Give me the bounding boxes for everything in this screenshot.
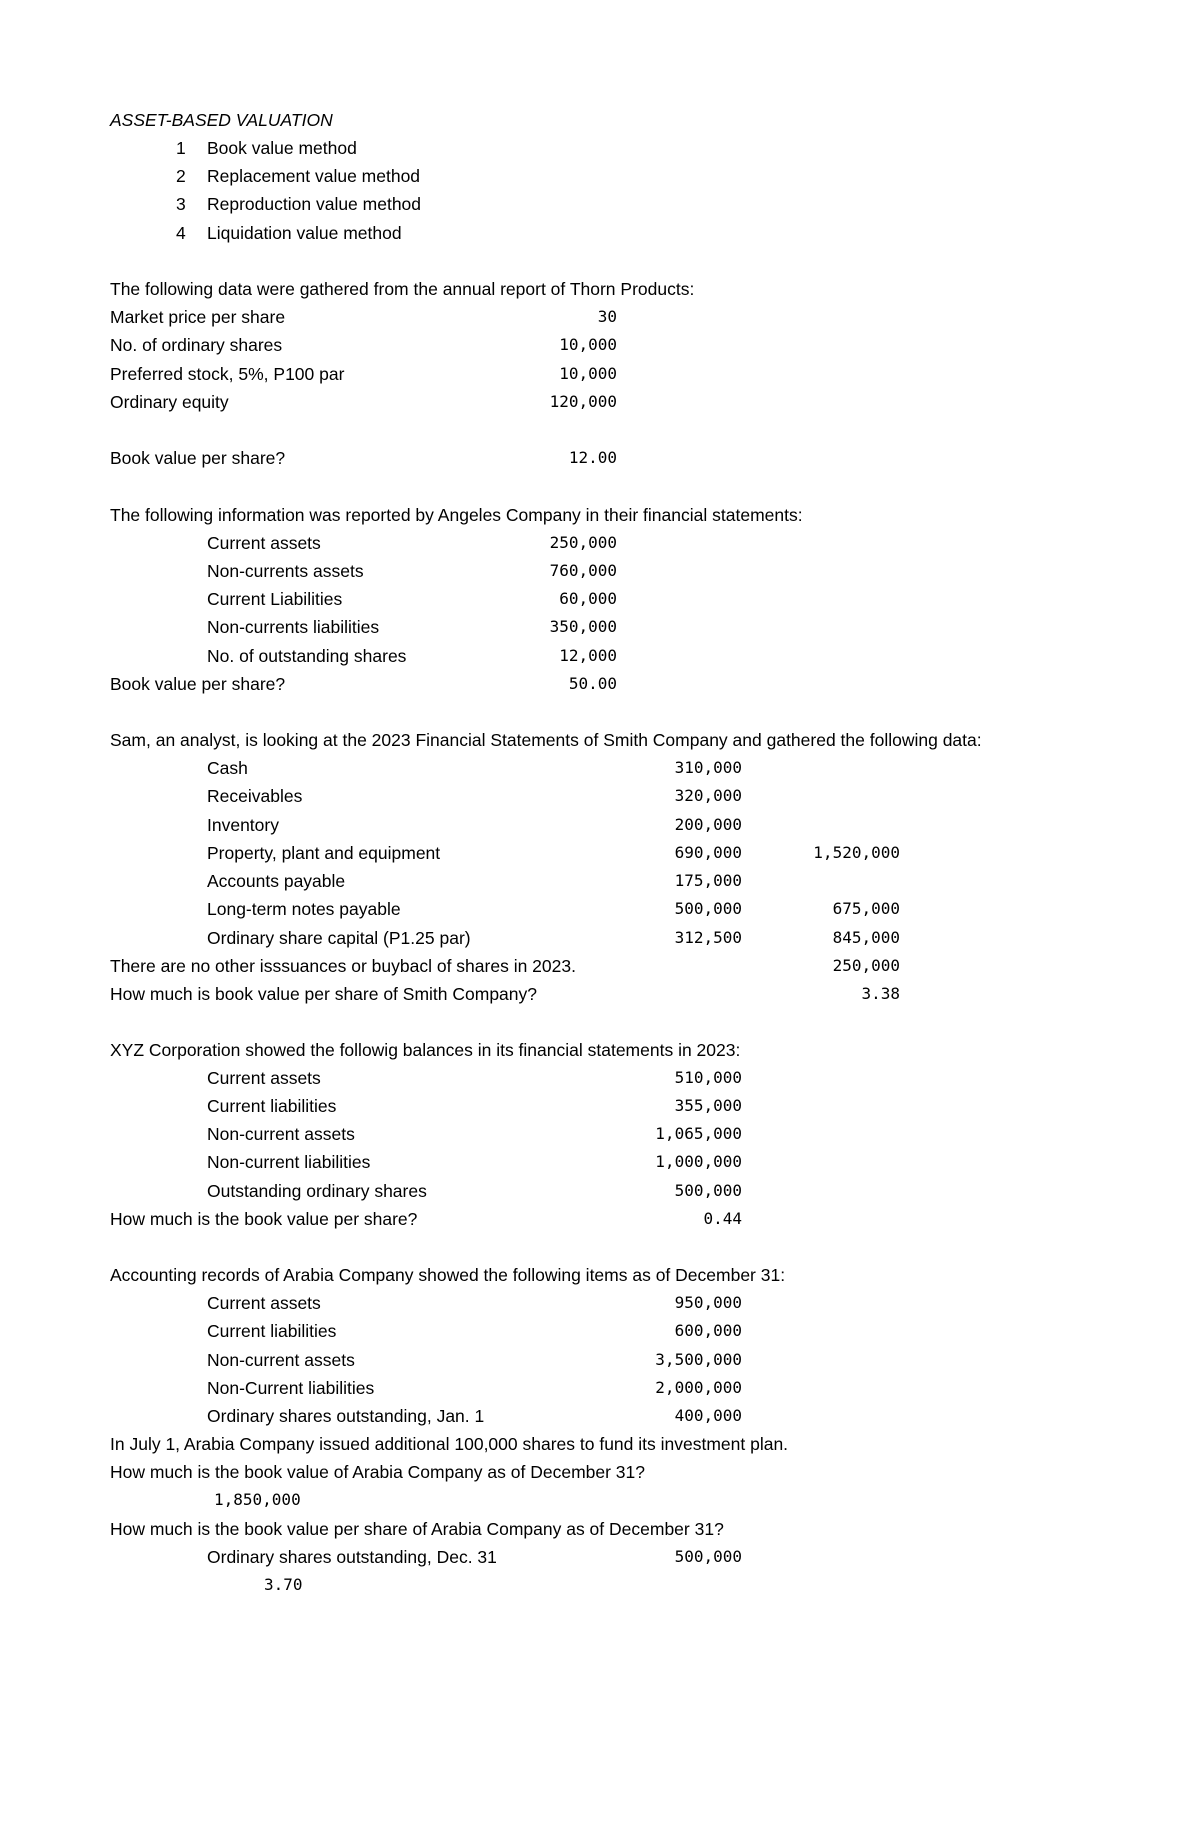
xyz-answer: 0.44 bbox=[703, 1209, 742, 1228]
method-label: Book value method bbox=[207, 138, 357, 158]
smith-row-value: 310,000 bbox=[674, 758, 742, 777]
method-number: 1 bbox=[176, 138, 186, 158]
thorn-row-value: 120,000 bbox=[549, 392, 617, 411]
xyz-row-label: Outstanding ordinary shares bbox=[207, 1181, 427, 1201]
xyz-row-value: 1,065,000 bbox=[655, 1124, 742, 1143]
arabia-answer-1: 1,850,000 bbox=[214, 1490, 301, 1509]
smith-note: There are no other isssuances or buybacl of shares in 2023. bbox=[110, 956, 576, 976]
xyz-row-label: Non-current liabilities bbox=[207, 1152, 371, 1172]
angeles-row-value: 350,000 bbox=[549, 617, 617, 636]
arabia-row-label: Ordinary shares outstanding, Jan. 1 bbox=[207, 1406, 485, 1426]
arabia-row-value: 950,000 bbox=[674, 1293, 742, 1312]
xyz-question: How much is the book value per share? bbox=[110, 1209, 418, 1229]
arabia-row-label: Non-Current liabilities bbox=[207, 1378, 375, 1398]
smith-row-total: 1,520,000 bbox=[813, 843, 900, 862]
thorn-row-label: No. of ordinary shares bbox=[110, 335, 283, 355]
thorn-row-label: Market price per share bbox=[110, 307, 286, 327]
method-label: Reproduction value method bbox=[207, 194, 422, 214]
angeles-row-label: No. of outstanding shares bbox=[207, 646, 407, 666]
arabia-row-label: Current liabilities bbox=[207, 1321, 337, 1341]
smith-row-label: Ordinary share capital (P1.25 par) bbox=[207, 928, 471, 948]
arabia-answer-2: 3.70 bbox=[264, 1575, 303, 1594]
xyz-intro: XYZ Corporation showed the followig balances in its financial statements in 2023: bbox=[110, 1040, 741, 1060]
smith-note-total: 250,000 bbox=[832, 956, 900, 975]
smith-row-value: 320,000 bbox=[674, 786, 742, 805]
arabia-intro: Accounting records of Arabia Company showed the following items as of December 31: bbox=[110, 1265, 786, 1285]
smith-row-value: 690,000 bbox=[674, 843, 742, 862]
smith-answer: 3.38 bbox=[861, 984, 900, 1003]
angeles-row-value: 760,000 bbox=[549, 561, 617, 580]
smith-row-label: Inventory bbox=[207, 815, 279, 835]
angeles-row-value: 250,000 bbox=[549, 533, 617, 552]
angeles-row-label: Current assets bbox=[207, 533, 321, 553]
xyz-row-value: 500,000 bbox=[674, 1181, 742, 1200]
angeles-row-value: 60,000 bbox=[559, 589, 617, 608]
smith-row-label: Long-term notes payable bbox=[207, 899, 401, 919]
smith-question: How much is book value per share of Smith Company? bbox=[110, 984, 538, 1004]
arabia-row-value: 400,000 bbox=[674, 1406, 742, 1425]
thorn-row-value: 10,000 bbox=[559, 364, 617, 383]
arabia-row-value: 600,000 bbox=[674, 1321, 742, 1340]
xyz-row-value: 1,000,000 bbox=[655, 1152, 742, 1171]
arabia-question-1: How much is the book value of Arabia Company as of December 31? bbox=[110, 1462, 646, 1482]
angeles-answer: 50.00 bbox=[568, 674, 617, 693]
xyz-row-label: Non-current assets bbox=[207, 1124, 355, 1144]
thorn-row-value: 30 bbox=[597, 307, 617, 326]
xyz-row-label: Current assets bbox=[207, 1068, 321, 1088]
arabia-row-value: 2,000,000 bbox=[655, 1378, 742, 1397]
thorn-row-value: 10,000 bbox=[559, 335, 617, 354]
smith-row-label: Receivables bbox=[207, 786, 303, 806]
angeles-row-label: Non-currents assets bbox=[207, 561, 364, 581]
smith-row-value: 500,000 bbox=[674, 899, 742, 918]
smith-row-total: 845,000 bbox=[832, 928, 900, 947]
method-number: 2 bbox=[176, 166, 186, 186]
thorn-question: Book value per share? bbox=[110, 448, 286, 468]
smith-row-label: Accounts payable bbox=[207, 871, 346, 891]
thorn-answer: 12.00 bbox=[568, 448, 617, 467]
method-label: Liquidation value method bbox=[207, 223, 402, 243]
smith-row-label: Cash bbox=[207, 758, 248, 778]
arabia-shares-value: 500,000 bbox=[674, 1547, 742, 1566]
thorn-intro: The following data were gathered from the annual report of Thorn Products: bbox=[110, 279, 695, 299]
thorn-row-label: Ordinary equity bbox=[110, 392, 229, 412]
page-title: ASSET-BASED VALUATION bbox=[110, 110, 333, 130]
arabia-note: In July 1, Arabia Company issued additional 100,000 shares to fund its investment plan. bbox=[110, 1434, 789, 1454]
smith-row-total: 675,000 bbox=[832, 899, 900, 918]
arabia-question-2: How much is the book value per share of Arabia Company as of December 31? bbox=[110, 1519, 724, 1539]
method-number: 3 bbox=[176, 194, 186, 214]
thorn-row-label: Preferred stock, 5%, P100 par bbox=[110, 364, 345, 384]
method-number: 4 bbox=[176, 223, 186, 243]
angeles-intro: The following information was reported by Angeles Company in their financial statements: bbox=[110, 505, 803, 525]
xyz-row-label: Current liabilities bbox=[207, 1096, 337, 1116]
angeles-question: Book value per share? bbox=[110, 674, 286, 694]
arabia-row-label: Non-current assets bbox=[207, 1350, 355, 1370]
angeles-row-label: Current Liabilities bbox=[207, 589, 343, 609]
smith-intro: Sam, an analyst, is looking at the 2023 Financial Statements of Smith Company and gathered the following data: bbox=[110, 730, 982, 750]
xyz-row-value: 355,000 bbox=[674, 1096, 742, 1115]
method-label: Replacement value method bbox=[207, 166, 421, 186]
smith-row-value: 312,500 bbox=[674, 928, 742, 947]
smith-row-value: 175,000 bbox=[674, 871, 742, 890]
arabia-shares-label: Ordinary shares outstanding, Dec. 31 bbox=[207, 1547, 497, 1567]
arabia-row-value: 3,500,000 bbox=[655, 1350, 742, 1369]
angeles-row-value: 12,000 bbox=[559, 646, 617, 665]
xyz-row-value: 510,000 bbox=[674, 1068, 742, 1087]
smith-row-label: Property, plant and equipment bbox=[207, 843, 441, 863]
arabia-row-label: Current assets bbox=[207, 1293, 321, 1313]
smith-row-value: 200,000 bbox=[674, 815, 742, 834]
angeles-row-label: Non-currents liabilities bbox=[207, 617, 380, 637]
